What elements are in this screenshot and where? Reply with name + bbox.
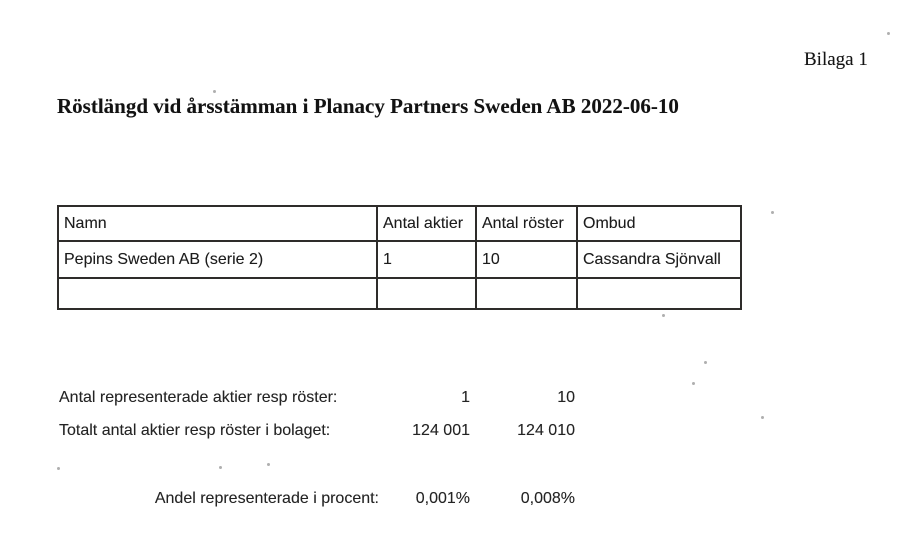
scan-speck — [267, 463, 270, 466]
summary-label: Totalt antal aktier resp röster i bolaget: — [59, 422, 331, 439]
summary-label: Andel representerade i procent: — [154, 490, 379, 507]
cell-antal-roster: 10 — [476, 241, 577, 278]
scan-speck — [771, 211, 774, 214]
cell-namn: Pepins Sweden AB (serie 2) — [58, 241, 377, 278]
voting-list-table — [57, 205, 742, 310]
summary-value-aktier: 124 001 — [412, 422, 470, 439]
scan-speck — [219, 466, 222, 469]
column-header-antal-roster: Antal röster — [476, 206, 577, 241]
cell-antal-aktier: 1 — [377, 241, 476, 278]
page-title: Röstlängd vid årsstämman i Planacy Partners Sweden AB 2022-06-10 — [57, 94, 679, 118]
scan-speck — [57, 467, 60, 470]
table-row-empty — [58, 278, 741, 309]
summary-value-roster: 124 010 — [517, 422, 575, 439]
summary-row-total — [57, 421, 617, 441]
cell-antal-roster — [476, 278, 577, 309]
summary-row-represented — [57, 388, 617, 408]
scan-speck — [887, 32, 890, 35]
cell-ombud: Cassandra Sjönvall — [577, 241, 741, 278]
scan-speck — [704, 361, 707, 364]
appendix-label: Bilaga 1 — [804, 49, 868, 70]
summary-value-roster: 10 — [557, 389, 575, 406]
scan-speck — [692, 382, 695, 385]
cell-antal-aktier — [377, 278, 476, 309]
column-header-namn: Namn — [58, 206, 377, 241]
cell-ombud — [577, 278, 741, 309]
summary-row-percentage — [57, 489, 617, 509]
table-row — [58, 241, 741, 278]
scan-speck — [761, 416, 764, 419]
summary-label: Antal representerade aktier resp röster: — [59, 389, 338, 406]
summary-value-roster: 0,008% — [520, 490, 575, 507]
scan-speck — [213, 90, 216, 93]
cell-namn — [58, 278, 377, 309]
summary-value-aktier: 1 — [461, 389, 470, 406]
column-header-ombud: Ombud — [577, 206, 741, 241]
scan-speck — [662, 314, 665, 317]
column-header-antal-aktier: Antal aktier — [377, 206, 476, 241]
table-header-row — [58, 206, 741, 241]
summary-value-aktier: 0,001% — [415, 490, 470, 507]
